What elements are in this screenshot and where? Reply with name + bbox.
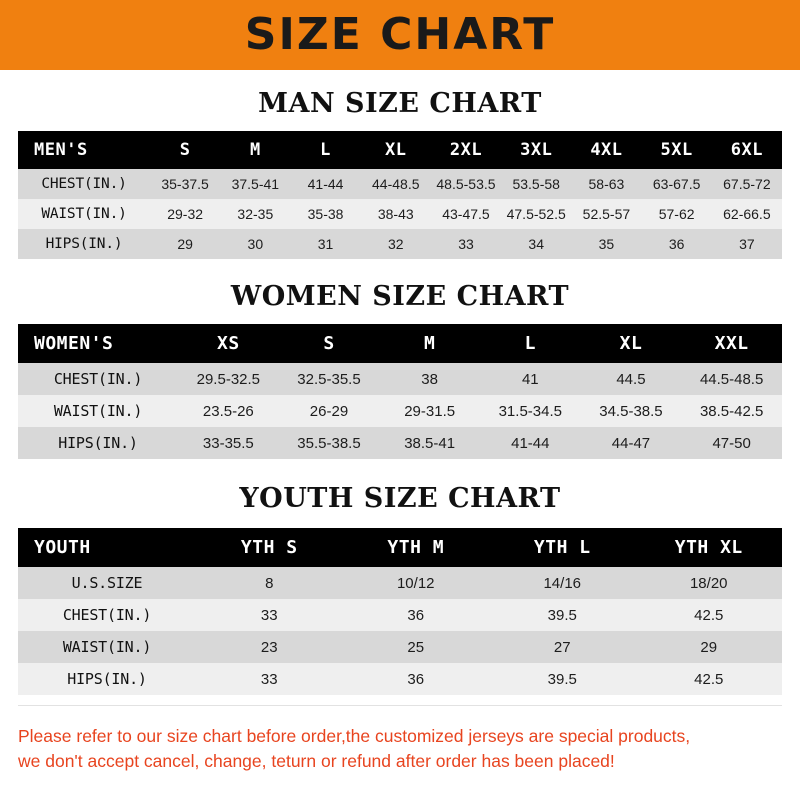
men-row-label: HIPS(IN.) [45, 236, 123, 252]
men-cell: 58-63 [588, 176, 625, 192]
women-table-body [18, 324, 782, 459]
men-cell: 33 [458, 236, 474, 252]
youth-cell: 14/16 [543, 574, 582, 592]
women-cell: 38.5-42.5 [699, 402, 764, 420]
youth-cell: 42.5 [694, 670, 724, 688]
women-cell: 41 [521, 370, 539, 388]
table-row [18, 363, 782, 395]
women-cell: 26-29 [309, 402, 349, 420]
men-cell: 43-47.5 [442, 206, 490, 222]
men-column-header: 4XL [590, 140, 623, 160]
youth-cell: 27 [553, 638, 571, 656]
women-cell: 44.5-48.5 [699, 370, 764, 388]
women-section-title: WOMEN SIZE CHART [230, 281, 570, 312]
women-cell: 32.5-35.5 [297, 370, 361, 388]
men-column-header: 6XL [730, 140, 763, 160]
men-table-body [18, 131, 782, 259]
men-column-header: 3XL [520, 140, 553, 160]
youth-size-table [18, 528, 782, 695]
women-table-header-row [18, 324, 782, 363]
women-column-header: XS [216, 333, 240, 354]
youth-cell: 36 [407, 606, 425, 624]
footer-note-line-1: Please refer to our size chart before order,the customized jerseys are special products, [18, 726, 691, 746]
men-cell: 63-67.5 [652, 176, 701, 192]
youth-cell: 39.5 [547, 670, 577, 688]
youth-cell: 36 [407, 670, 425, 688]
men-column-header: 5XL [660, 140, 693, 160]
men-cell: 30 [247, 236, 264, 252]
men-cell: 29 [177, 236, 193, 252]
men-cell: 52.5-57 [582, 206, 631, 222]
women-cell: 38.5-41 [404, 434, 456, 452]
men-cell: 37 [739, 236, 755, 252]
women-header-label: WOMEN'S [34, 333, 114, 354]
men-cell: 35-38 [307, 206, 344, 222]
footer-note [18, 724, 782, 775]
youth-column-header: YTH S [240, 537, 298, 558]
youth-row-label: U.S.SIZE [71, 574, 143, 592]
youth-section-title: YOUTH SIZE CHART [239, 483, 561, 514]
men-cell: 57-62 [658, 206, 695, 222]
table-row [18, 663, 782, 695]
youth-cell: 8 [265, 574, 274, 592]
page-content [0, 88, 800, 775]
women-cell: 23.5-26 [202, 402, 254, 420]
women-column-header: S [323, 333, 335, 354]
table-row [18, 631, 782, 663]
women-cell: 47-50 [712, 434, 751, 452]
men-cell: 38-43 [377, 206, 414, 222]
men-cell: 47.5-52.5 [506, 206, 566, 222]
youth-table-body [18, 528, 782, 695]
table-row [18, 395, 782, 427]
youth-cell: 42.5 [694, 606, 724, 624]
youth-cell: 33 [260, 606, 278, 624]
youth-column-header: YTH XL [674, 537, 743, 558]
men-row-label: CHEST(IN.) [41, 176, 127, 192]
men-size-table [18, 131, 782, 259]
youth-row-label: CHEST(IN.) [62, 606, 152, 624]
men-header-label: MEN'S [34, 140, 88, 160]
men-cell: 48.5-53.5 [436, 176, 496, 192]
women-row-label: HIPS(IN.) [58, 434, 138, 452]
men-cell: 34 [528, 236, 544, 252]
men-cell: 35-37.5 [161, 176, 209, 192]
women-cell: 31.5-34.5 [498, 402, 562, 420]
man-section-title: MAN SIZE CHART [258, 88, 542, 119]
men-row-label: WAIST(IN.) [41, 206, 127, 222]
women-cell: 35.5-38.5 [297, 434, 361, 452]
youth-column-header: YTH L [533, 537, 591, 558]
youth-cell: 23 [260, 638, 278, 656]
footer-divider [18, 705, 782, 706]
men-table-header-row [18, 131, 782, 169]
women-cell: 29-31.5 [404, 402, 456, 420]
men-cell: 41-44 [307, 176, 344, 192]
women-cell: 38 [421, 370, 438, 388]
men-cell: 29-32 [167, 206, 204, 222]
men-cell: 62-66.5 [723, 206, 771, 222]
page-title: SIZE CHART [244, 9, 556, 60]
men-cell: 31 [317, 236, 334, 252]
men-cell: 53.5-58 [512, 176, 560, 192]
men-column-header: L [320, 140, 331, 160]
men-column-header: XL [385, 140, 407, 160]
women-cell: 33-35.5 [202, 434, 254, 452]
women-column-header: M [423, 333, 436, 354]
youth-column-header: YTH M [387, 537, 445, 558]
men-cell: 32 [387, 236, 404, 252]
women-cell: 34.5-38.5 [599, 402, 663, 420]
youth-cell: 18/20 [689, 574, 728, 592]
youth-cell: 29 [700, 638, 718, 656]
women-cell: 41-44 [511, 434, 550, 452]
men-cell: 37.5-41 [231, 176, 280, 192]
men-cell: 35 [598, 236, 615, 252]
women-column-header: XL [619, 333, 643, 354]
men-column-header: M [249, 140, 261, 160]
table-row [18, 567, 782, 599]
youth-row-label: WAIST(IN.) [62, 638, 152, 656]
men-cell: 67.5-72 [723, 176, 771, 192]
women-cell: 44.5 [616, 370, 646, 388]
youth-row-label: HIPS(IN.) [67, 670, 147, 688]
table-row [18, 229, 782, 259]
youth-table-header-row [18, 528, 782, 567]
table-row [18, 199, 782, 229]
table-row [18, 169, 782, 199]
youth-header-label: YOUTH [34, 537, 91, 558]
women-column-header: XXL [714, 333, 749, 354]
men-cell: 32-35 [237, 206, 274, 222]
table-row [18, 599, 782, 631]
women-row-label: CHEST(IN.) [53, 370, 143, 388]
women-size-table [18, 324, 782, 459]
table-row [18, 427, 782, 459]
women-cell: 44-47 [611, 434, 651, 452]
youth-cell: 33 [260, 670, 278, 688]
women-cell: 29.5-32.5 [196, 370, 261, 388]
page-header-band [0, 0, 800, 70]
women-column-header: L [524, 333, 536, 354]
youth-cell: 10/12 [396, 574, 435, 592]
men-cell: 36 [668, 236, 685, 252]
footer-note-line-2: we don't accept cancel, change, teturn or refund after order has been placed! [18, 751, 615, 772]
women-row-label: WAIST(IN.) [53, 402, 143, 420]
youth-cell: 25 [407, 638, 425, 656]
youth-cell: 39.5 [547, 606, 577, 624]
men-column-header: S [179, 140, 191, 160]
men-cell: 44-48.5 [372, 176, 420, 192]
men-column-header: 2XL [449, 140, 483, 160]
